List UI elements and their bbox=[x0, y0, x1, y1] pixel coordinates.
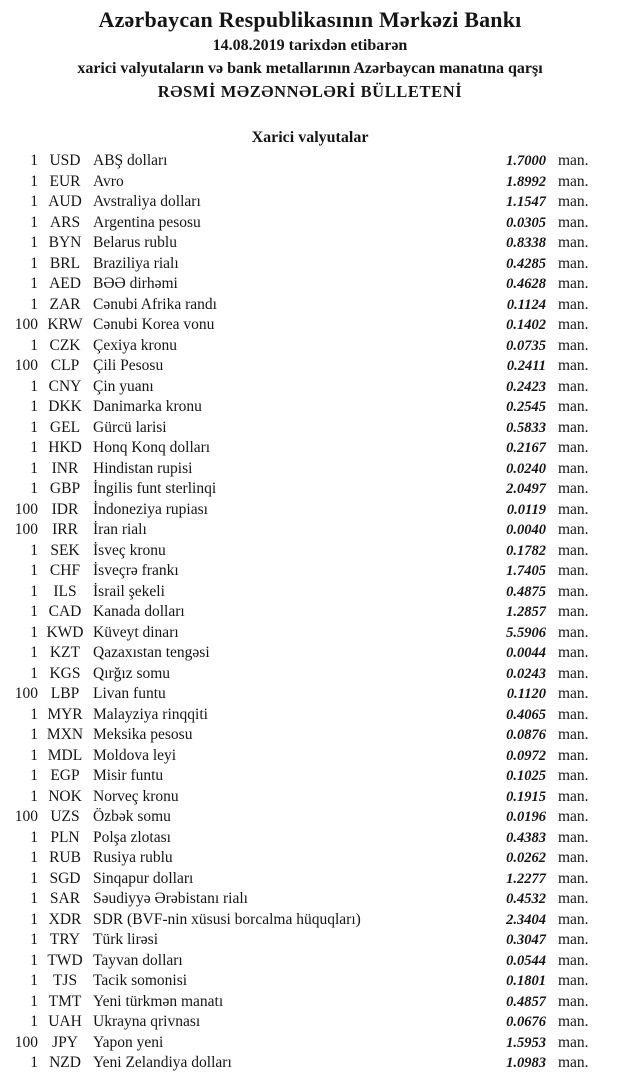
unit-label: man. bbox=[558, 685, 589, 702]
currency-code: MXN bbox=[46, 726, 84, 743]
currency-rate: 2.3404 bbox=[506, 911, 546, 928]
currency-code: USD bbox=[49, 152, 81, 169]
currency-code: KWD bbox=[46, 623, 84, 641]
unit-label: man. bbox=[558, 234, 589, 251]
unit-label: man. bbox=[558, 480, 589, 497]
unit-label: man. bbox=[558, 152, 589, 169]
currency-quantity: 1 bbox=[30, 644, 38, 661]
currency-row bbox=[0, 725, 620, 746]
currency-quantity: 1 bbox=[30, 377, 38, 395]
currency-quantity: 100 bbox=[14, 1033, 38, 1051]
currency-code: NZD bbox=[49, 1054, 81, 1071]
currency-code: AED bbox=[49, 275, 81, 292]
currency-code: CZK bbox=[49, 336, 81, 354]
currency-rate: 0.1124 bbox=[506, 296, 546, 313]
currency-code: RUB bbox=[49, 849, 81, 866]
currency-row bbox=[0, 459, 620, 480]
currency-row bbox=[0, 336, 620, 357]
unit-label: man. bbox=[558, 992, 589, 1010]
currency-code: INR bbox=[51, 459, 79, 477]
currency-name: Çin yuanı bbox=[93, 377, 154, 395]
currency-rate: 0.0972 bbox=[506, 747, 546, 764]
currency-rate: 0.2411 bbox=[506, 358, 546, 374]
currency-name: İsveç kronu bbox=[93, 541, 166, 559]
currency-rate: 0.0240 bbox=[506, 460, 546, 477]
unit-label: man. bbox=[558, 316, 589, 333]
currency-code: GBP bbox=[49, 480, 81, 497]
currency-rate: 5.5906 bbox=[506, 624, 546, 641]
currency-quantity: 1 bbox=[30, 234, 38, 251]
currency-code: ARS bbox=[49, 213, 81, 231]
currency-row bbox=[0, 479, 620, 500]
currency-code: SGD bbox=[49, 869, 81, 887]
currency-code: IDR bbox=[51, 500, 79, 518]
currency-row bbox=[0, 910, 620, 931]
bulletin-title: RƏSMİ MƏZƏNNƏLƏRİ BÜLLETENİ bbox=[157, 82, 463, 101]
unit-label: man. bbox=[558, 664, 589, 682]
currency-row bbox=[0, 397, 620, 418]
currency-rate: 0.4875 bbox=[506, 583, 546, 600]
unit-label: man. bbox=[558, 295, 589, 313]
currency-name: Çexiya kronu bbox=[93, 336, 177, 354]
currency-quantity: 1 bbox=[30, 439, 38, 456]
unit-label: man. bbox=[558, 869, 589, 887]
currency-quantity: 1 bbox=[30, 336, 38, 354]
currency-rate: 0.0544 bbox=[506, 952, 546, 969]
currency-row bbox=[0, 356, 620, 377]
currency-name: Qırğız somu bbox=[93, 664, 171, 682]
currency-code: PLN bbox=[50, 828, 80, 846]
currency-name: Hindistan rupisi bbox=[93, 459, 193, 477]
unit-label: man. bbox=[558, 377, 589, 395]
currency-row bbox=[0, 192, 620, 213]
currency-name: Misir funtu bbox=[93, 767, 164, 784]
currency-row bbox=[0, 848, 620, 869]
currency-code: IRR bbox=[52, 521, 78, 538]
unit-label: man. bbox=[558, 808, 589, 825]
currency-row bbox=[0, 438, 620, 459]
currency-row bbox=[0, 746, 620, 767]
currency-name: Səudiyyə Ərəbistanı rialı bbox=[93, 890, 248, 907]
currency-name: İsrail şekeli bbox=[93, 582, 165, 600]
exchange-rates-table bbox=[0, 151, 620, 1074]
currency-rate: 0.8338 bbox=[506, 235, 546, 251]
currency-code: MDL bbox=[47, 746, 83, 764]
currency-rate: 0.1120 bbox=[506, 686, 546, 702]
currency-code: HKD bbox=[48, 439, 82, 456]
currency-rate: 0.3047 bbox=[506, 932, 546, 948]
currency-rate: 0.5833 bbox=[506, 419, 546, 436]
unit-label: man. bbox=[558, 582, 589, 600]
currency-quantity: 1 bbox=[30, 193, 38, 210]
currency-row bbox=[0, 807, 620, 828]
currency-name: Özbək somu bbox=[93, 808, 171, 825]
currency-row bbox=[0, 971, 620, 992]
unit-label: man. bbox=[558, 275, 589, 292]
currency-code: TMT bbox=[48, 992, 82, 1010]
currency-rate: 0.4285 bbox=[506, 255, 546, 272]
currency-row bbox=[0, 828, 620, 849]
currency-row bbox=[0, 541, 620, 562]
currency-code: NOK bbox=[48, 787, 82, 805]
currency-rate: 0.1402 bbox=[506, 317, 546, 333]
currency-name: BƏƏ dirhəmi bbox=[93, 275, 178, 292]
currency-quantity: 1 bbox=[30, 582, 38, 600]
currency-code: KRW bbox=[47, 316, 83, 333]
currency-quantity: 100 bbox=[14, 316, 38, 333]
currency-code: AUD bbox=[48, 193, 82, 210]
unit-label: man. bbox=[558, 193, 589, 210]
unit-label: man. bbox=[558, 1033, 589, 1051]
currency-row bbox=[0, 274, 620, 295]
currency-quantity: 100 bbox=[14, 685, 38, 702]
currency-code: CHF bbox=[49, 562, 81, 579]
currency-row bbox=[0, 172, 620, 193]
currency-quantity: 1 bbox=[30, 459, 38, 477]
unit-label: man. bbox=[558, 172, 589, 190]
currency-quantity: 1 bbox=[30, 992, 38, 1010]
currency-row bbox=[0, 992, 620, 1013]
currency-code: SEK bbox=[50, 541, 80, 559]
currency-name: Gürcü larisi bbox=[93, 418, 167, 436]
currency-name: Sinqapur dolları bbox=[93, 869, 194, 887]
currency-rate: 0.0040 bbox=[506, 522, 546, 538]
currency-quantity: 1 bbox=[30, 849, 38, 866]
currency-rate: 0.4857 bbox=[506, 993, 546, 1010]
currency-name: Danimarka kronu bbox=[93, 398, 202, 415]
unit-label: man. bbox=[558, 439, 589, 456]
currency-name: Yapon yeni bbox=[93, 1033, 164, 1051]
currency-rate: 1.7000 bbox=[506, 153, 546, 169]
currency-quantity: 1 bbox=[30, 254, 38, 272]
unit-label: man. bbox=[558, 890, 589, 907]
unit-label: man. bbox=[558, 951, 589, 969]
currency-name: Tacik somonisi bbox=[93, 972, 188, 989]
currency-quantity: 1 bbox=[30, 152, 38, 169]
currency-quantity: 1 bbox=[30, 562, 38, 579]
currency-quantity: 1 bbox=[30, 767, 38, 784]
currency-code: TRY bbox=[49, 931, 81, 948]
currency-code: EUR bbox=[49, 172, 81, 190]
currency-name: Cənubi Korea vonu bbox=[93, 316, 215, 333]
currency-code: ILS bbox=[53, 582, 77, 600]
unit-label: man. bbox=[558, 357, 589, 374]
currency-row bbox=[0, 869, 620, 890]
currency-quantity: 1 bbox=[30, 890, 38, 907]
currency-quantity: 1 bbox=[30, 541, 38, 559]
currency-row bbox=[0, 377, 620, 398]
currency-code: CNY bbox=[48, 377, 82, 395]
currency-rate: 0.0119 bbox=[506, 501, 546, 518]
currency-name: Argentina pesosu bbox=[93, 213, 201, 231]
currency-row bbox=[0, 151, 620, 172]
currency-row bbox=[0, 889, 620, 910]
currency-quantity: 1 bbox=[30, 1054, 38, 1071]
unit-label: man. bbox=[558, 603, 589, 620]
currency-row bbox=[0, 684, 620, 705]
unit-label: man. bbox=[558, 910, 589, 928]
currency-rate: 1.2277 bbox=[506, 870, 546, 887]
currency-row bbox=[0, 213, 620, 234]
currency-code: UZS bbox=[50, 808, 80, 825]
currency-name: Moldova leyi bbox=[93, 746, 177, 764]
unit-label: man. bbox=[558, 644, 589, 661]
currency-quantity: 1 bbox=[30, 705, 38, 723]
currency-quantity: 1 bbox=[30, 1013, 38, 1030]
subtitle-line: xarici valyutaların və bank metallarının Azərbaycan manatına qarşı bbox=[77, 60, 543, 77]
currency-rate: 0.1782 bbox=[506, 542, 546, 559]
unit-label: man. bbox=[558, 1054, 589, 1071]
currency-code: KGS bbox=[49, 664, 81, 682]
currency-rate: 1.1547 bbox=[506, 194, 546, 210]
currency-rate: 2.0497 bbox=[506, 481, 546, 497]
currency-name: Polşa zlotası bbox=[93, 828, 171, 846]
currency-code: KZT bbox=[49, 644, 81, 661]
section-title-foreign-currencies: Xarici valyutalar bbox=[251, 129, 369, 146]
currency-name: İsveçrə frankı bbox=[93, 562, 179, 579]
currency-code: CLP bbox=[50, 357, 80, 374]
currency-code: LBP bbox=[50, 685, 80, 702]
currency-rate: 0.4383 bbox=[506, 829, 546, 846]
currency-quantity: 1 bbox=[30, 623, 38, 641]
currency-rate: 0.4532 bbox=[506, 891, 546, 907]
currency-quantity: 1 bbox=[30, 951, 38, 969]
currency-quantity: 1 bbox=[30, 603, 38, 620]
unit-label: man. bbox=[558, 787, 589, 805]
currency-row bbox=[0, 295, 620, 316]
bank-title: Azərbaycan Respublikasının Mərkəzi Bankı bbox=[98, 7, 522, 32]
currency-code: SAR bbox=[49, 890, 81, 907]
unit-label: man. bbox=[558, 931, 589, 948]
currency-code: EGP bbox=[50, 767, 80, 784]
unit-label: man. bbox=[558, 726, 589, 743]
currency-code: GEL bbox=[49, 418, 81, 436]
currency-name: İran rialı bbox=[93, 521, 147, 538]
unit-label: man. bbox=[558, 849, 589, 866]
currency-quantity: 100 bbox=[14, 521, 38, 538]
currency-quantity: 1 bbox=[30, 275, 38, 292]
unit-label: man. bbox=[558, 562, 589, 579]
unit-label: man. bbox=[558, 336, 589, 354]
currency-row bbox=[0, 1033, 620, 1054]
currency-code: UAH bbox=[48, 1013, 82, 1030]
currency-name: Norveç kronu bbox=[93, 787, 179, 805]
currency-row bbox=[0, 233, 620, 254]
currency-quantity: 1 bbox=[30, 418, 38, 436]
currency-name: Türk lirəsi bbox=[93, 931, 158, 948]
currency-row bbox=[0, 602, 620, 623]
currency-name: Rusiya rublu bbox=[93, 849, 173, 866]
currency-rate: 0.0044 bbox=[506, 645, 546, 661]
currency-name: Avro bbox=[93, 172, 124, 190]
currency-rate: 0.0305 bbox=[506, 214, 546, 231]
currency-quantity: 1 bbox=[30, 828, 38, 846]
currency-rate: 1.8992 bbox=[506, 173, 546, 190]
currency-code: XDR bbox=[48, 910, 82, 928]
currency-row bbox=[0, 766, 620, 787]
currency-name: ABŞ dolları bbox=[93, 152, 168, 169]
currency-row bbox=[0, 787, 620, 808]
currency-row bbox=[0, 705, 620, 726]
currency-name: Cənubi Afrika randı bbox=[93, 295, 217, 313]
currency-name: Qazaxıstan tengəsi bbox=[93, 644, 210, 661]
currency-rate: 0.2423 bbox=[506, 378, 546, 395]
currency-rate: 0.4628 bbox=[506, 276, 546, 292]
currency-quantity: 1 bbox=[30, 480, 38, 497]
currency-code: MYR bbox=[47, 705, 83, 723]
currency-code: TWD bbox=[47, 951, 83, 969]
unit-label: man. bbox=[558, 972, 589, 989]
currency-quantity: 1 bbox=[30, 664, 38, 682]
currency-quantity: 1 bbox=[30, 213, 38, 231]
currency-row bbox=[0, 500, 620, 521]
currency-row bbox=[0, 623, 620, 644]
currency-rate: 0.0876 bbox=[506, 727, 546, 743]
currency-quantity: 1 bbox=[30, 398, 38, 415]
currency-row bbox=[0, 582, 620, 603]
currency-rate: 0.2167 bbox=[506, 440, 546, 456]
currency-code: TJS bbox=[52, 972, 78, 989]
currency-name: Avstraliya dolları bbox=[93, 193, 201, 210]
currency-rate: 0.4065 bbox=[506, 706, 546, 723]
currency-name: Honq Konq dolları bbox=[93, 439, 211, 456]
bulletin-header bbox=[0, 0, 620, 103]
currency-rate: 0.1915 bbox=[506, 788, 546, 805]
currency-quantity: 1 bbox=[30, 931, 38, 948]
currency-row bbox=[0, 418, 620, 439]
currency-name: Livan funtu bbox=[93, 685, 166, 702]
unit-label: man. bbox=[558, 521, 589, 538]
currency-row bbox=[0, 520, 620, 541]
currency-quantity: 1 bbox=[30, 869, 38, 887]
currency-rate: 0.0676 bbox=[506, 1014, 546, 1030]
unit-label: man. bbox=[558, 213, 589, 231]
currency-rate: 1.5953 bbox=[506, 1034, 546, 1051]
currency-name: Tayvan dolları bbox=[93, 951, 183, 969]
currency-name: Yeni türkmən manatı bbox=[93, 992, 224, 1010]
currency-quantity: 1 bbox=[30, 910, 38, 928]
currency-quantity: 1 bbox=[30, 172, 38, 190]
unit-label: man. bbox=[558, 398, 589, 415]
currency-row bbox=[0, 664, 620, 685]
effective-date-line: 14.08.2019 tarixdən etibarən bbox=[212, 37, 408, 54]
currency-quantity: 1 bbox=[30, 972, 38, 989]
unit-label: man. bbox=[558, 705, 589, 723]
unit-label: man. bbox=[558, 746, 589, 764]
currency-row bbox=[0, 1012, 620, 1033]
currency-row bbox=[0, 643, 620, 664]
currency-code: DKK bbox=[48, 398, 82, 415]
unit-label: man. bbox=[558, 418, 589, 436]
currency-rate: 0.1025 bbox=[506, 768, 546, 784]
currency-name: Yeni Zelandiya dolları bbox=[93, 1054, 232, 1071]
currency-name: SDR (BVF-nin xüsusi borcalma hüquqları) bbox=[93, 910, 361, 928]
currency-quantity: 1 bbox=[30, 726, 38, 743]
currency-name: Çili Pesosu bbox=[93, 357, 164, 374]
currency-name: Küveyt dinarı bbox=[93, 623, 179, 641]
currency-row bbox=[0, 1053, 620, 1074]
currency-name: Belarus rublu bbox=[93, 234, 177, 251]
currency-quantity: 1 bbox=[30, 746, 38, 764]
unit-label: man. bbox=[558, 459, 589, 477]
currency-name: Kanada dolları bbox=[93, 603, 185, 620]
currency-rate: 0.2545 bbox=[506, 399, 546, 415]
currency-quantity: 100 bbox=[14, 808, 38, 825]
currency-name: Ukrayna qrivnası bbox=[93, 1013, 201, 1030]
currency-row bbox=[0, 315, 620, 336]
unit-label: man. bbox=[558, 500, 589, 518]
currency-code: ZAR bbox=[49, 295, 81, 313]
currency-quantity: 1 bbox=[30, 787, 38, 805]
currency-quantity: 100 bbox=[14, 357, 38, 374]
currency-name: Meksika pesosu bbox=[93, 726, 193, 743]
currency-name: İngilis funt sterlinqi bbox=[93, 480, 217, 497]
unit-label: man. bbox=[558, 767, 589, 784]
currency-row bbox=[0, 930, 620, 951]
currency-name: İndoneziya rupiası bbox=[93, 500, 208, 518]
currency-row bbox=[0, 561, 620, 582]
currency-rate: 1.0983 bbox=[506, 1055, 546, 1071]
currency-quantity: 1 bbox=[30, 295, 38, 313]
currency-rate: 1.2857 bbox=[506, 604, 546, 620]
currency-rate: 0.0243 bbox=[506, 665, 546, 682]
currency-rate: 1.7405 bbox=[506, 563, 546, 579]
currency-code: JPY bbox=[52, 1033, 78, 1051]
currency-rate: 0.0262 bbox=[506, 850, 546, 866]
currency-code: CAD bbox=[48, 603, 82, 620]
currency-rate: 0.0196 bbox=[506, 809, 546, 825]
unit-label: man. bbox=[558, 1013, 589, 1030]
unit-label: man. bbox=[558, 541, 589, 559]
currency-name: Braziliya rialı bbox=[93, 254, 179, 272]
unit-label: man. bbox=[558, 623, 589, 641]
currency-rate: 0.1801 bbox=[506, 973, 546, 989]
currency-rate: 0.0735 bbox=[506, 337, 546, 354]
currency-quantity: 100 bbox=[14, 500, 38, 518]
unit-label: man. bbox=[558, 828, 589, 846]
unit-label: man. bbox=[558, 254, 589, 272]
currency-code: BYN bbox=[48, 234, 82, 251]
currency-row bbox=[0, 254, 620, 275]
currency-row bbox=[0, 951, 620, 972]
currency-name: Malayziya rinqqiti bbox=[93, 705, 208, 723]
currency-code: BRL bbox=[49, 254, 81, 272]
